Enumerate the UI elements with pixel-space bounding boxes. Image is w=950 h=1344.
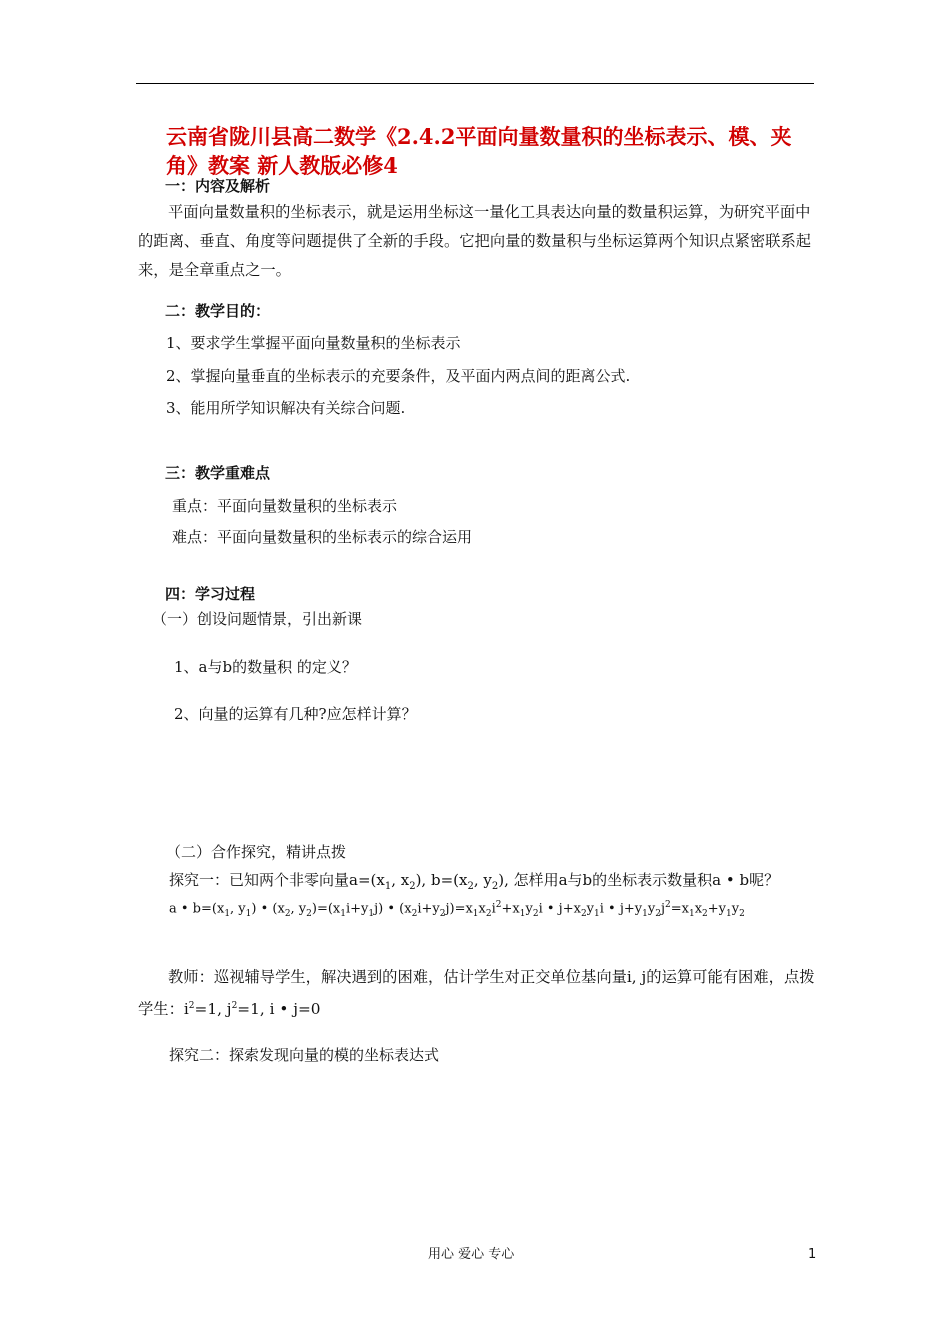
page-number: 1 — [808, 1247, 817, 1262]
section-heading-keypoints: 三：教学重难点 — [165, 464, 271, 482]
difficult-point: 难点：平面向量数量积的坐标表示的综合运用 — [172, 528, 473, 546]
part-1-heading: （一）创设问题情景，引出新课 — [152, 610, 363, 628]
part-2-heading: （二）合作探究，精讲点拨 — [166, 843, 347, 861]
question-2: 2、向量的运算有几种?应怎样计算？ — [174, 705, 417, 723]
objective-item-3: 3、能用所学知识解决有关综合问题. — [166, 399, 406, 417]
key-point: 重点：平面向量数量积的坐标表示 — [172, 497, 398, 515]
section-heading-process: 四：学习过程 — [165, 585, 256, 603]
question-1: 1、a与b的数量积 的定义？ — [174, 658, 357, 676]
section-heading-content: 一：内容及解析 — [165, 177, 271, 195]
exploration-1: 探究一：已知两个非零向量$a=(x_1$, $x_2$), $b=(x_2$, $y_2$), 怎样用a与b的坐标表示数量积a • b呢？ — [169, 871, 780, 892]
header-rule — [136, 83, 814, 84]
content-analysis-paragraph: 平面向量数量积的坐标表示，就是运用坐标这一量化工具表达向量的数量积运算，为研究平面中的距离、垂直、角度等问题提供了全新的手段。它把向量的数量积与坐标运算两个知识点紧密联系起来，是全章重点之一。 — [138, 203, 812, 279]
footer-motto: 用心 爱心 专心 — [428, 1247, 515, 1262]
objective-item-2: 2、掌握向量垂直的坐标表示的充要条件，及平面内两点间的距离公式. — [166, 367, 631, 385]
document-title: 云南省陇川县高二数学《2.4.2平面向量数量积的坐标表示、模、夹角》教案 新人教版必修4 — [166, 124, 792, 178]
objective-item-1: 1、要求学生掌握平面向量数量积的坐标表示 — [166, 334, 461, 352]
section-heading-objectives: 二：教学目的： — [165, 302, 271, 320]
dot-product-equation: a • $b=(x_1$, $y_1$) • ($x_2$, $y_2)=(x_1i+y_1j)$ • $(x_2i+y_2j)=x_1x_2i^2+x_1y_2i$ • $j+x_2y_1i$ • $j+y_1y_2j^2=x_1x_2+y_1y_2$ — [169, 900, 745, 919]
teacher-note: 教师：巡视辅导学生，解决遇到的困难，估计学生对正交单位基向量i, j的运算可能有困难，点拨学生：$i^2=1$, $j^2=1$, i • j=0 — [138, 968, 815, 1019]
exploration-2: 探究二：探索发现向量的模的坐标表达式 — [169, 1046, 440, 1064]
